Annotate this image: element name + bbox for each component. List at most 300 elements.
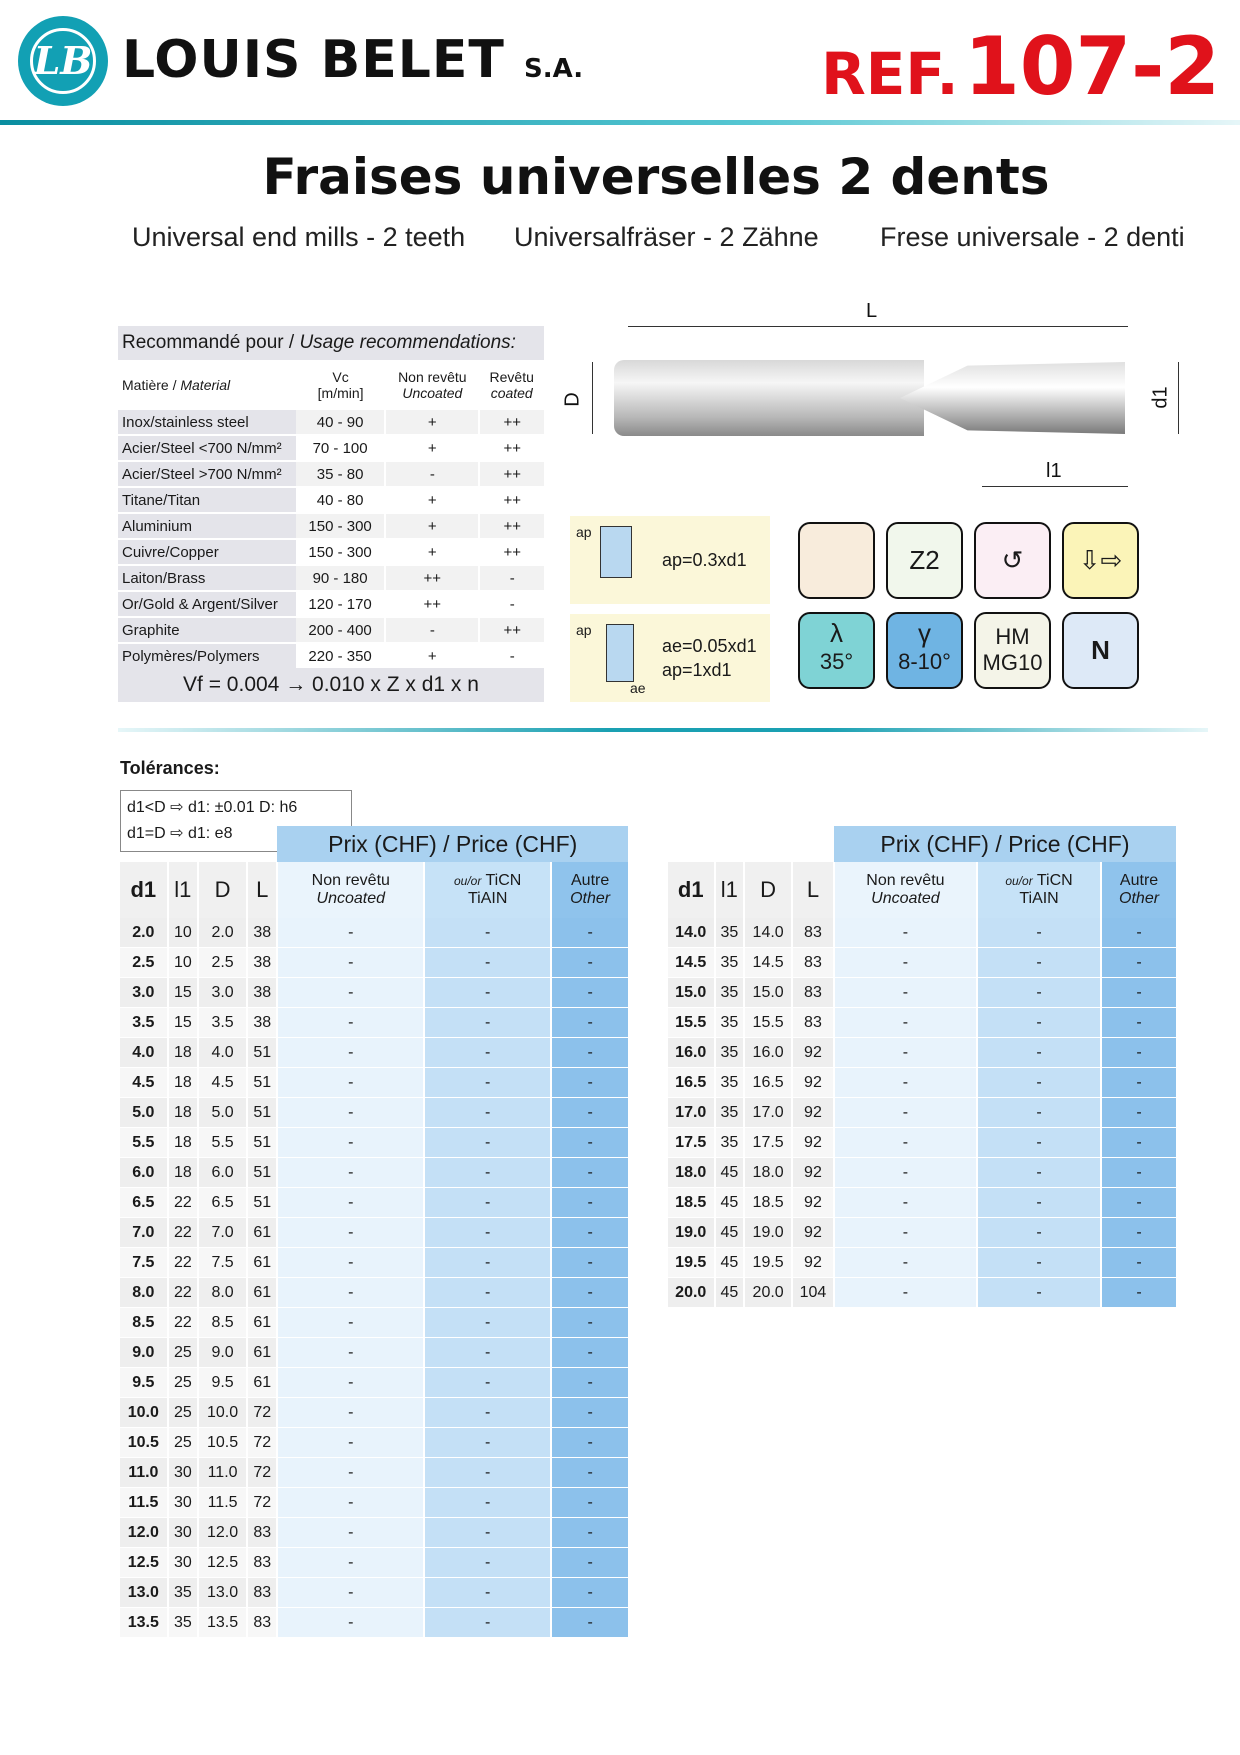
subtitle-de: Universalfräser - 2 Zähne — [514, 222, 819, 252]
coated-price-cell: - — [424, 1128, 551, 1158]
L-cell: 83 — [247, 1548, 277, 1578]
lambda-symbol: λ — [830, 618, 843, 648]
vc-cell: 120 - 170 — [296, 591, 385, 617]
table-row — [120, 1008, 628, 1038]
cutting-text-2a: ae=0.05xd1 — [662, 636, 757, 656]
brand-name: LOUIS BELET S.A. — [122, 30, 584, 90]
D-cell: 6.5 — [198, 1188, 247, 1218]
uncoated-price-cell: - — [834, 1158, 977, 1188]
uncoated-price-cell: - — [834, 1038, 977, 1068]
uncoated-cell: + — [385, 435, 479, 461]
coated-price-cell: - — [977, 1098, 1101, 1128]
usage-row — [118, 643, 544, 669]
price-header: Prix (CHF) / Price (CHF) — [277, 826, 628, 862]
other-price-cell: - — [551, 1038, 628, 1068]
d1-cell: 15.5 — [668, 1008, 715, 1038]
l1-cell: 45 — [715, 1158, 745, 1188]
l1-cell: 10 — [168, 948, 198, 978]
coated-cell: ++ — [479, 539, 544, 565]
d1-cell: 3.0 — [120, 978, 168, 1008]
other-price-cell: - — [551, 1278, 628, 1308]
coated-cell: ++ — [479, 487, 544, 513]
table-row — [120, 1488, 628, 1518]
table-row — [120, 1428, 628, 1458]
other-price-cell: - — [1101, 1278, 1176, 1308]
vc-cell: 150 - 300 — [296, 513, 385, 539]
D-cell: 3.0 — [198, 978, 247, 1008]
col-vc: Vc [m/min] — [296, 361, 385, 409]
coated-price-cell: - — [424, 1368, 551, 1398]
other-price-cell: - — [551, 1128, 628, 1158]
usage-row — [118, 435, 544, 461]
l1-cell: 45 — [715, 1218, 745, 1248]
table-row — [120, 1338, 628, 1368]
dim-label-L: L — [866, 300, 878, 322]
D-cell: 6.0 — [198, 1158, 247, 1188]
material-cell: Acier/Steel <700 N/mm² — [118, 435, 296, 461]
D-cell: 15.5 — [744, 1008, 792, 1038]
coated-price-cell: - — [424, 1518, 551, 1548]
l1-cell: 35 — [715, 1098, 745, 1128]
l1-cell: 35 — [715, 1008, 745, 1038]
ref-label: REF. — [821, 40, 959, 108]
uncoated-price-cell: - — [834, 1128, 977, 1158]
l1-cell: 35 — [715, 918, 745, 948]
uncoated-price-cell: - — [277, 1008, 424, 1038]
l1-cell: 10 — [168, 918, 198, 948]
other-price-cell: - — [551, 1548, 628, 1578]
subtitle-en: Universal end mills - 2 teeth — [132, 222, 466, 252]
uncoated-price-cell: - — [277, 1368, 424, 1398]
usage-row — [118, 591, 544, 617]
L-cell: 83 — [792, 948, 834, 978]
spiral-icon: ↺ — [974, 522, 1051, 599]
d1-cell: 19.0 — [668, 1218, 715, 1248]
rake-angle-icon — [886, 612, 963, 689]
other-price-cell: - — [551, 1098, 628, 1128]
coated-price-cell: - — [424, 1188, 551, 1218]
L-cell: 83 — [792, 1008, 834, 1038]
l1-cell: 18 — [168, 1128, 198, 1158]
logo-monogram: LB — [30, 28, 96, 94]
other-price-cell: - — [551, 948, 628, 978]
dim-line-d1 — [1178, 362, 1179, 434]
usage-table — [118, 326, 544, 670]
hm-line1: HM — [995, 624, 1030, 649]
coated-price-cell: - — [424, 1098, 551, 1128]
coated-price-cell: - — [424, 1248, 551, 1278]
uncoated-price-cell: - — [834, 1218, 977, 1248]
other-price-cell: - — [551, 978, 628, 1008]
page-title: Fraises universelles 2 dents — [262, 148, 1050, 206]
d1-cell: 8.5 — [120, 1308, 168, 1338]
uncoated-cell: + — [385, 643, 479, 669]
uncoated-cell: ++ — [385, 591, 479, 617]
coated-price-cell: - — [424, 1578, 551, 1608]
L-cell: 92 — [792, 1218, 834, 1248]
uncoated-price-cell: - — [277, 1098, 424, 1128]
col-coated-price: ou/or TiCN TiAIN — [424, 862, 551, 918]
D-cell: 12.5 — [198, 1548, 247, 1578]
l1-cell: 45 — [715, 1278, 745, 1308]
other-price-cell: - — [1101, 1008, 1176, 1038]
uncoated-price-cell: - — [277, 1038, 424, 1068]
uncoated-price-cell: - — [277, 1398, 424, 1428]
coated-price-cell: - — [977, 918, 1101, 948]
cutting-box-side: ap ae ae=0.05xd1 ap=1xd1 — [570, 614, 770, 702]
coated-price-cell: - — [424, 1308, 551, 1338]
table-row — [120, 1578, 628, 1608]
L-cell: 61 — [247, 1368, 277, 1398]
other-price-cell: - — [1101, 978, 1176, 1008]
d1-cell: 12.0 — [120, 1518, 168, 1548]
D-cell: 18.5 — [744, 1188, 792, 1218]
helix-angle-icon — [798, 612, 875, 689]
d1-cell: 16.0 — [668, 1038, 715, 1068]
material-cell: Laiton/Brass — [118, 565, 296, 591]
coated-price-cell: - — [977, 978, 1101, 1008]
other-price-cell: - — [551, 1248, 628, 1278]
uncoated-price-cell: - — [277, 1248, 424, 1278]
d1-cell: 7.5 — [120, 1248, 168, 1278]
coated-cell: ++ — [479, 409, 544, 435]
other-price-cell: - — [551, 1488, 628, 1518]
l1-cell: 35 — [715, 1038, 745, 1068]
uncoated-cell: + — [385, 487, 479, 513]
L-cell: 104 — [792, 1278, 834, 1308]
usage-row — [118, 539, 544, 565]
D-cell: 11.5 — [198, 1488, 247, 1518]
other-price-cell: - — [551, 1458, 628, 1488]
l1-cell: 22 — [168, 1278, 198, 1308]
D-cell: 12.0 — [198, 1518, 247, 1548]
slot-icon — [600, 526, 632, 578]
L-cell: 51 — [247, 1098, 277, 1128]
coated-cell: - — [479, 643, 544, 669]
table-row — [120, 948, 628, 978]
d1-cell: 11.5 — [120, 1488, 168, 1518]
col-material: Matière / Material — [118, 361, 296, 409]
uncoated-cell: - — [385, 617, 479, 643]
other-price-cell: - — [551, 1188, 628, 1218]
uncoated-price-cell: - — [277, 1578, 424, 1608]
d1-cell: 4.5 — [120, 1068, 168, 1098]
d1-cell: 18.0 — [668, 1158, 715, 1188]
dim-label-D: D — [561, 392, 584, 407]
coated-price-cell: - — [424, 948, 551, 978]
other-price-cell: - — [551, 1068, 628, 1098]
usage-row — [118, 461, 544, 487]
table-row — [120, 918, 628, 948]
coated-price-cell: - — [424, 1038, 551, 1068]
L-cell: 51 — [247, 1188, 277, 1218]
vc-cell: 220 - 350 — [296, 643, 385, 669]
coated-price-cell: - — [977, 1188, 1101, 1218]
usage-row — [118, 565, 544, 591]
L-cell: 92 — [792, 1248, 834, 1278]
gamma-value: 8-10° — [898, 649, 951, 674]
other-price-cell: - — [551, 1518, 628, 1548]
uncoated-price-cell: - — [277, 918, 424, 948]
coated-price-cell: - — [424, 1068, 551, 1098]
other-price-cell: - — [1101, 1128, 1176, 1158]
d1-cell: 18.5 — [668, 1188, 715, 1218]
coated-price-cell: - — [424, 978, 551, 1008]
uncoated-price-cell: - — [834, 1068, 977, 1098]
col-uncoated-price: Non revêtu Uncoated — [834, 862, 977, 918]
coated-price-cell: - — [424, 918, 551, 948]
vc-cell: 40 - 90 — [296, 409, 385, 435]
L-cell: 38 — [247, 1008, 277, 1038]
carbide-grade-icon — [974, 612, 1051, 689]
uncoated-price-cell: - — [834, 978, 977, 1008]
uncoated-price-cell: - — [277, 1428, 424, 1458]
cutting-text-2b: ap=1xd1 — [662, 660, 732, 680]
d1-cell: 9.0 — [120, 1338, 168, 1368]
usage-row — [118, 487, 544, 513]
other-price-cell: - — [1101, 1068, 1176, 1098]
uncoated-price-cell: - — [834, 1098, 977, 1128]
reference — [821, 20, 1220, 113]
d1-cell: 12.5 — [120, 1548, 168, 1578]
L-cell: 83 — [247, 1518, 277, 1548]
D-cell: 20.0 — [744, 1278, 792, 1308]
dim-label-d1: d1 — [1149, 386, 1172, 409]
L-cell: 92 — [792, 1128, 834, 1158]
table-row — [120, 1098, 628, 1128]
material-cell: Graphite — [118, 617, 296, 643]
D-cell: 4.5 — [198, 1068, 247, 1098]
table-row — [120, 1548, 628, 1578]
col-coated: Revêtu coated — [479, 361, 544, 409]
L-cell: 61 — [247, 1248, 277, 1278]
hm-line2: MG10 — [982, 650, 1043, 675]
chip-evacuation-icon: ⇩⇨ — [1062, 522, 1139, 599]
L-cell: 51 — [247, 1128, 277, 1158]
l1-cell: 25 — [168, 1368, 198, 1398]
D-cell: 8.5 — [198, 1308, 247, 1338]
d1-cell: 15.0 — [668, 978, 715, 1008]
col-uncoated-price: Non revêtu Uncoated — [277, 862, 424, 918]
D-cell: 2.0 — [198, 918, 247, 948]
table-row — [668, 1188, 1176, 1218]
d1-cell: 14.0 — [668, 918, 715, 948]
other-price-cell: - — [551, 1398, 628, 1428]
table-row — [668, 1068, 1176, 1098]
coated-cell: ++ — [479, 513, 544, 539]
L-cell: 92 — [792, 1188, 834, 1218]
table-row — [668, 1248, 1176, 1278]
d1-cell: 19.5 — [668, 1248, 715, 1278]
uncoated-price-cell: - — [834, 918, 977, 948]
usage-heading: Recommandé pour / Usage recommendations: — [118, 326, 544, 361]
table-row — [120, 1068, 628, 1098]
L-cell: 61 — [247, 1278, 277, 1308]
teeth-count-icon: Z2 — [886, 522, 963, 599]
coated-price-cell: - — [977, 1008, 1101, 1038]
vc-cell: 35 - 80 — [296, 461, 385, 487]
d1-cell: 17.0 — [668, 1098, 715, 1128]
uncoated-price-cell: - — [834, 1278, 977, 1308]
uncoated-price-cell: - — [277, 1278, 424, 1308]
uncoated-price-cell: - — [277, 1548, 424, 1578]
table-row — [120, 1398, 628, 1428]
uncoated-price-cell: - — [277, 1608, 424, 1638]
uncoated-price-cell: - — [277, 1308, 424, 1338]
l1-cell: 25 — [168, 1428, 198, 1458]
table-row — [120, 1458, 628, 1488]
table-row — [120, 1278, 628, 1308]
table-row — [120, 1518, 628, 1548]
col-uncoated: Non revêtu Uncoated — [385, 361, 479, 409]
d1-cell: 14.5 — [668, 948, 715, 978]
other-price-cell: - — [1101, 1248, 1176, 1278]
l1-cell: 35 — [168, 1578, 198, 1608]
L-cell: 61 — [247, 1218, 277, 1248]
l1-cell: 30 — [168, 1488, 198, 1518]
table-row — [120, 1218, 628, 1248]
material-cell: Titane/Titan — [118, 487, 296, 513]
d1-cell: 6.0 — [120, 1158, 168, 1188]
material-cell: Acier/Steel >700 N/mm² — [118, 461, 296, 487]
l1-cell: 35 — [715, 1128, 745, 1158]
L-cell: 72 — [247, 1488, 277, 1518]
coated-price-cell: - — [424, 1338, 551, 1368]
coated-price-cell: - — [977, 1278, 1101, 1308]
D-cell: 13.5 — [198, 1608, 247, 1638]
D-cell: 9.5 — [198, 1368, 247, 1398]
table-row — [120, 1188, 628, 1218]
col-coated-price: ou/or TiCN TiAIN — [977, 862, 1101, 918]
d1-cell: 7.0 — [120, 1218, 168, 1248]
coated-price-cell: - — [424, 1218, 551, 1248]
D-cell: 2.5 — [198, 948, 247, 978]
vc-cell: 40 - 80 — [296, 487, 385, 513]
blank-icon — [798, 522, 875, 599]
col-other-price: Autre Other — [551, 862, 628, 918]
D-cell: 7.0 — [198, 1218, 247, 1248]
subtitle-it: Frese universale - 2 denti — [880, 222, 1185, 252]
d1-cell: 20.0 — [668, 1278, 715, 1308]
L-cell: 51 — [247, 1158, 277, 1188]
table-row — [668, 1218, 1176, 1248]
dim-line-l1 — [982, 486, 1128, 487]
coated-price-cell: - — [977, 1218, 1101, 1248]
uncoated-cell: + — [385, 513, 479, 539]
L-cell: 83 — [247, 1608, 277, 1638]
L-cell: 83 — [792, 978, 834, 1008]
d1-cell: 10.0 — [120, 1398, 168, 1428]
lambda-value: 35° — [819, 649, 854, 674]
coated-price-cell: - — [424, 1488, 551, 1518]
D-cell: 4.0 — [198, 1038, 247, 1068]
ref-number: 107-2 — [964, 20, 1220, 113]
table-row — [120, 978, 628, 1008]
col-l1: l1 — [168, 862, 198, 918]
other-price-cell: - — [1101, 1218, 1176, 1248]
L-cell: 51 — [247, 1068, 277, 1098]
dim-line-L — [628, 326, 1128, 327]
other-price-cell: - — [551, 1338, 628, 1368]
table-row — [120, 1308, 628, 1338]
other-price-cell: - — [1101, 948, 1176, 978]
D-cell: 13.0 — [198, 1578, 247, 1608]
coated-cell: ++ — [479, 435, 544, 461]
type-n-icon: N — [1062, 612, 1139, 689]
usage-row — [118, 617, 544, 643]
d1-cell: 6.5 — [120, 1188, 168, 1218]
D-cell: 3.5 — [198, 1008, 247, 1038]
coated-price-cell: - — [424, 1548, 551, 1578]
uncoated-price-cell: - — [277, 1128, 424, 1158]
d1-cell: 2.0 — [120, 918, 168, 948]
l1-cell: 25 — [168, 1398, 198, 1428]
table-row — [668, 1158, 1176, 1188]
l1-cell: 45 — [715, 1248, 745, 1278]
l1-cell: 22 — [168, 1188, 198, 1218]
uncoated-price-cell: - — [277, 978, 424, 1008]
cutting-box-slot: ap ap=0.3xd1 — [570, 516, 770, 604]
usage-rows — [118, 409, 544, 669]
uncoated-price-cell: - — [277, 1518, 424, 1548]
D-cell: 16.5 — [744, 1068, 792, 1098]
L-cell: 72 — [247, 1398, 277, 1428]
vc-cell: 70 - 100 — [296, 435, 385, 461]
section-divider — [118, 728, 1208, 732]
L-cell: 61 — [247, 1308, 277, 1338]
material-cell: Polymères/Polymers — [118, 643, 296, 669]
uncoated-price-cell: - — [834, 948, 977, 978]
other-price-cell: - — [1101, 918, 1176, 948]
L-cell: 92 — [792, 1038, 834, 1068]
table-row — [668, 1278, 1176, 1308]
l1-cell: 45 — [715, 1188, 745, 1218]
brand-suffix: S.A. — [524, 54, 584, 84]
D-cell: 9.0 — [198, 1338, 247, 1368]
d1-cell: 17.5 — [668, 1128, 715, 1158]
price-table-left — [120, 826, 628, 1638]
d1-cell: 16.5 — [668, 1068, 715, 1098]
L-cell: 83 — [247, 1578, 277, 1608]
d1-cell: 5.5 — [120, 1128, 168, 1158]
d1-cell: 3.5 — [120, 1008, 168, 1038]
d1-cell: 11.0 — [120, 1458, 168, 1488]
l1-cell: 18 — [168, 1068, 198, 1098]
vc-cell: 150 - 300 — [296, 539, 385, 565]
L-cell: 72 — [247, 1428, 277, 1458]
l1-cell: 30 — [168, 1518, 198, 1548]
uncoated-price-cell: - — [277, 1488, 424, 1518]
coated-price-cell: - — [424, 1008, 551, 1038]
tolerance-line-2: d1=D ⇨ d1: e8 — [127, 825, 233, 842]
table-row — [668, 1128, 1176, 1158]
coated-price-cell: - — [977, 1068, 1101, 1098]
vc-cell: 90 - 180 — [296, 565, 385, 591]
d1-cell: 10.5 — [120, 1428, 168, 1458]
material-cell: Inox/stainless steel — [118, 409, 296, 435]
D-cell: 19.5 — [744, 1248, 792, 1278]
l1-cell: 18 — [168, 1038, 198, 1068]
cutting-text-1: ap=0.3xd1 — [662, 550, 747, 570]
l1-cell: 35 — [715, 948, 745, 978]
uncoated-cell: + — [385, 539, 479, 565]
coated-price-cell: - — [424, 1278, 551, 1308]
table-row — [668, 918, 1176, 948]
l1-cell: 22 — [168, 1308, 198, 1338]
tool-flutes — [900, 362, 1125, 434]
uncoated-price-cell: - — [277, 1458, 424, 1488]
uncoated-price-cell: - — [834, 1008, 977, 1038]
